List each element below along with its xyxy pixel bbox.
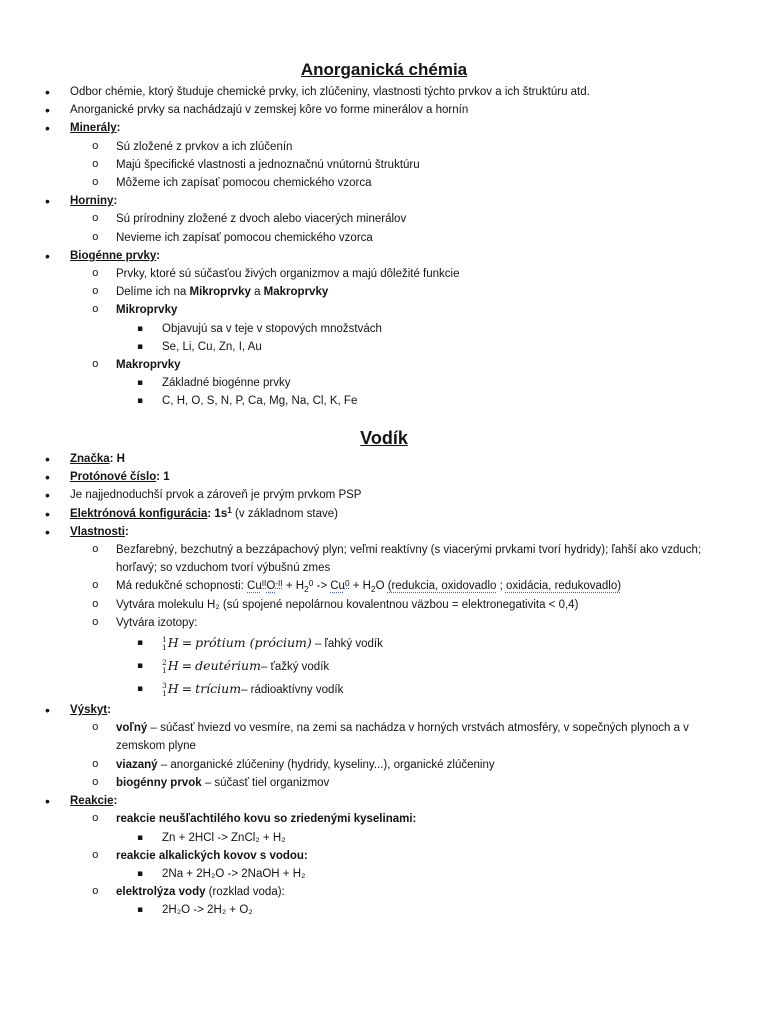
square-bullet-icon: ▪ <box>137 905 144 916</box>
isotope-symbol: H <box>167 681 179 697</box>
minerals-item-text: Majú špecifické vlastnosti a jednoznačnú vnútornú štruktúru <box>116 158 420 171</box>
minerals-heading <box>0 119 768 137</box>
isotope-symbol: H <box>167 635 179 651</box>
minerals-item <box>0 174 768 192</box>
redox-formula-part: Cu <box>330 580 345 593</box>
redox-note: (redukcia, oxidovadlo <box>387 580 497 593</box>
rocks-item <box>0 229 768 247</box>
redox-formula-part: + H <box>282 580 305 593</box>
occurrence-text: – súčasť hviezd vo vesmíre, na zemi sa nachádza v horných vrstvách atmosféry, v sopečných plynoch a v zemskom plyne <box>116 722 689 753</box>
reaction-equation-text: 2H₂O -> 2H₂ + O₂ <box>162 904 253 917</box>
biogenic-label: Biogénne prvky <box>70 249 157 262</box>
occurrence-text: – súčasť tiel organizmov <box>201 776 330 789</box>
properties-item <box>0 577 768 595</box>
reaction-equation <box>0 829 768 847</box>
symbol-value: : H <box>109 453 125 466</box>
redox-note: oxidácia, redukovadlo) <box>505 580 622 593</box>
square-bullet-icon: ▪ <box>137 638 144 649</box>
redox-formula-part: O <box>266 580 276 593</box>
symbol-line <box>0 450 768 468</box>
circle-bullet-icon: o <box>92 304 99 317</box>
macroelements-label: Makroprvky <box>116 359 181 372</box>
microelements-item <box>0 338 768 356</box>
properties-label: Vlastnosti <box>70 525 125 538</box>
occurrence-text: – anorganické zlúčeniny (hydridy, kyseliny...), organické zlúčeniny <box>157 758 495 771</box>
properties-item <box>0 541 768 577</box>
square-bullet-icon: ▪ <box>137 684 144 695</box>
subscript: 2 <box>370 584 376 594</box>
reaction-title <box>0 810 768 828</box>
redox-formula-part: O <box>375 580 388 593</box>
square-bullet-icon: ▪ <box>137 832 144 843</box>
circle-bullet-icon: o <box>92 268 99 281</box>
occurrence-term: viazaný <box>116 758 158 771</box>
reaction-equation <box>0 865 768 883</box>
dot-bullet-icon: • <box>45 487 50 504</box>
electron-configuration-superscript: 1 <box>227 505 232 515</box>
isotope-alt-name: (prócium) <box>245 635 312 651</box>
isotope-description: – rádioaktívny vodík <box>241 684 344 697</box>
circle-bullet-icon: o <box>92 886 99 899</box>
isotope-item <box>0 678 768 701</box>
oxidation-state: II <box>261 578 267 588</box>
intro-text: Odbor chémie, ktorý študuje chemické prvky, ich zlúčeniny, vlastnosti týchto prvkov a ich štruktúru atd. <box>70 86 590 98</box>
square-bullet-icon: ▪ <box>137 396 144 407</box>
oxidation-state: 0 <box>344 578 350 588</box>
mass-number: 1 <box>162 635 167 645</box>
macroelements-item <box>0 374 768 392</box>
rocks-heading <box>0 192 768 210</box>
heading-colon: : <box>116 122 121 135</box>
heading-colon: : <box>113 195 118 208</box>
physical-properties-text: Bezfarebný, bezchutný a bezzápachový plyn; veľmi reaktívny (s viacerými prvkami tvorí hydridy); ľahší ako vzduch; horľavý; so vzduchom tvorí výbušnú zmes <box>116 544 702 575</box>
microelements-item-text: Se, Li, Cu, Zn, I, Au <box>162 340 262 353</box>
reactions-heading <box>0 792 768 810</box>
isotope-description: – ťažký vodík <box>260 661 330 674</box>
dot-bullet-icon: • <box>45 247 50 264</box>
psp-line <box>0 486 768 504</box>
isotopes-label: Vytvára izotopy: <box>116 616 198 629</box>
reaction-equation-text: Zn + 2HCl -> ZnCl₂ + H₂ <box>162 831 286 844</box>
biogenic-definition <box>0 265 768 283</box>
macroelements-item-text: Základné biogénne prvky <box>162 377 291 390</box>
circle-bullet-icon: o <box>92 776 99 789</box>
dot-bullet-icon: • <box>45 523 50 540</box>
biogenic-heading <box>0 247 768 265</box>
circle-bullet-icon: o <box>92 140 99 153</box>
mass-number: 2 <box>162 658 167 668</box>
equals-sign: = <box>181 658 193 674</box>
electron-configuration-label: Elektrónová konfigurácia <box>70 507 208 520</box>
division-conjunction: a <box>250 286 264 299</box>
dot-bullet-icon: • <box>45 505 50 522</box>
proton-number-line <box>0 468 768 486</box>
division-term-macro: Makroprvky <box>263 286 329 299</box>
circle-bullet-icon: o <box>92 722 99 735</box>
occurrence-term: voľný <box>116 722 148 735</box>
proton-number-value: : 1 <box>156 471 170 484</box>
reaction-title-text: reakcie alkalických kovov s vodou: <box>116 849 308 862</box>
minerals-item <box>0 138 768 156</box>
square-bullet-icon: ▪ <box>137 378 144 389</box>
heading-colon: : <box>124 525 129 538</box>
section-title-vodik: Vodík <box>360 427 408 448</box>
equals-sign: = <box>181 681 193 697</box>
proton-number-label: Protónové číslo <box>70 471 157 484</box>
square-bullet-icon: ▪ <box>137 661 144 672</box>
dot-bullet-icon: • <box>45 193 50 210</box>
minerals-item-text: Sú zložené z prvkov a ich zlúčenín <box>116 140 293 153</box>
macroelements-item <box>0 392 768 410</box>
intro-item <box>0 101 768 119</box>
atomic-number: 1 <box>162 666 167 676</box>
symbol-label: Značka <box>70 453 110 466</box>
reaction-title-text: elektrolýza vody <box>116 886 206 899</box>
oxidation-state: -II <box>275 578 283 588</box>
microelements-item <box>0 320 768 338</box>
reactions-label: Reakcie <box>70 795 114 808</box>
reaction-title <box>0 883 768 901</box>
atomic-number: 1 <box>162 689 167 699</box>
square-bullet-icon: ▪ <box>137 868 144 879</box>
occurrence-item <box>0 774 768 792</box>
isotope-prescripts <box>162 659 167 675</box>
intro-item <box>0 83 768 101</box>
electron-configuration-line <box>0 505 768 523</box>
atomic-number: 1 <box>162 643 167 653</box>
redox-note-separator: ; <box>496 580 506 593</box>
reaction-arrow: -> <box>313 580 331 593</box>
circle-bullet-icon: o <box>92 758 99 771</box>
heading-colon: : <box>107 704 111 717</box>
reaction-equation <box>0 901 768 919</box>
circle-bullet-icon: o <box>92 286 99 299</box>
occurrence-heading <box>0 701 768 719</box>
molecule-text: Vytvára molekulu H₂ (sú spojené nepolárnou kovalentnou väzbou = elektronegativita < 0,4) <box>116 598 579 611</box>
isotope-name: prótium <box>195 635 246 651</box>
microelements-label: Mikroprvky <box>116 304 178 317</box>
isotope-prescripts <box>162 636 167 652</box>
circle-bullet-icon: o <box>92 213 99 226</box>
heading-colon: : <box>113 795 118 808</box>
square-bullet-icon: ▪ <box>137 323 144 334</box>
redox-formula-part: Cu <box>247 580 262 593</box>
dot-bullet-icon: • <box>45 120 50 137</box>
isotope-symbol: H <box>167 658 179 674</box>
division-lead: Delíme ich na <box>116 286 190 299</box>
reaction-title <box>0 847 768 865</box>
circle-bullet-icon: o <box>92 849 99 862</box>
occurrence-label: Výskyt <box>70 704 108 717</box>
dot-bullet-icon: • <box>45 102 50 119</box>
reaction-equation-text: 2Na + 2H₂O -> 2NaOH + H₂ <box>162 867 306 880</box>
reaction-title-text: reakcie neušľachtilého kovu so zriedenými kyselinami: <box>116 813 417 826</box>
electron-configuration-value: : 1s <box>207 507 228 520</box>
minerals-item <box>0 156 768 174</box>
dot-bullet-icon: • <box>45 793 50 810</box>
biogenic-division <box>0 283 768 301</box>
properties-item <box>0 596 768 614</box>
isotope-name: trícium <box>195 681 242 697</box>
circle-bullet-icon: o <box>92 598 99 611</box>
rocks-item-text: Nevieme ich zapísať pomocou chemického vzorca <box>116 231 373 244</box>
rocks-item <box>0 210 768 228</box>
heading-colon: : <box>156 249 161 262</box>
circle-bullet-icon: o <box>92 580 99 593</box>
circle-bullet-icon: o <box>92 616 99 629</box>
properties-heading <box>0 523 768 541</box>
equals-sign: = <box>181 635 193 651</box>
isotope-item <box>0 655 768 678</box>
isotope-prescripts <box>162 682 167 698</box>
dot-bullet-icon: • <box>45 84 50 100</box>
mass-number: 3 <box>162 681 167 691</box>
electron-configuration-note: (v základnom stave) <box>231 507 338 520</box>
microelements-heading <box>0 301 768 319</box>
circle-bullet-icon: o <box>92 813 99 826</box>
microelements-item-text: Objavujú sa v teje v stopových množstvách <box>162 322 382 335</box>
reaction-title-note: (rozklad voda): <box>205 886 285 899</box>
dot-bullet-icon: • <box>45 469 50 486</box>
rocks-item-text: Sú prírodniny zložené z dvoch alebo viacerých minerálov <box>116 213 407 226</box>
intro-text: Anorganické prvky sa nachádzajú v zemskej kôre vo forme minerálov a hornín <box>70 104 469 117</box>
macroelements-item-text: C, H, O, S, N, P, Ca, Mg, Na, Cl, K, Fe <box>162 395 358 408</box>
circle-bullet-icon: o <box>92 158 99 171</box>
minerals-label: Minerály <box>70 122 117 135</box>
biogenic-definition-text: Prvky, ktoré sú súčasťou živých organizmov a majú dôležité funkcie <box>116 268 460 281</box>
subscript: 2 <box>304 584 309 594</box>
isotope-item <box>0 632 768 655</box>
rocks-label: Horniny <box>70 195 114 208</box>
occurrence-term: biogénny prvok <box>116 776 202 789</box>
dot-bullet-icon: • <box>45 451 50 468</box>
redox-lead: Má redukčné schopnosti: <box>116 580 248 593</box>
properties-item <box>0 614 768 632</box>
circle-bullet-icon: o <box>92 177 99 190</box>
square-bullet-icon: ▪ <box>137 341 144 352</box>
isotope-description: – ľahký vodík <box>311 638 383 651</box>
circle-bullet-icon: o <box>92 544 99 557</box>
psp-text: Je najjednoduchší prvok a zároveň je prvým prvkom PSP <box>70 489 362 502</box>
division-term-micro: Mikroprvky <box>189 286 251 299</box>
macroelements-heading <box>0 356 768 374</box>
oxidation-state: 0 <box>308 578 314 588</box>
isotope-name: deutérium <box>195 658 261 674</box>
occurrence-item <box>0 719 768 755</box>
redox-formula-part: + H <box>349 580 371 593</box>
occurrence-item <box>0 756 768 774</box>
section-title-anorganicka: Anorganická chémia <box>300 60 468 79</box>
circle-bullet-icon: o <box>92 231 99 244</box>
circle-bullet-icon: o <box>92 359 99 372</box>
minerals-item-text: Môžeme ich zapísať pomocou chemického vzorca <box>116 177 372 190</box>
dot-bullet-icon: • <box>45 702 50 719</box>
